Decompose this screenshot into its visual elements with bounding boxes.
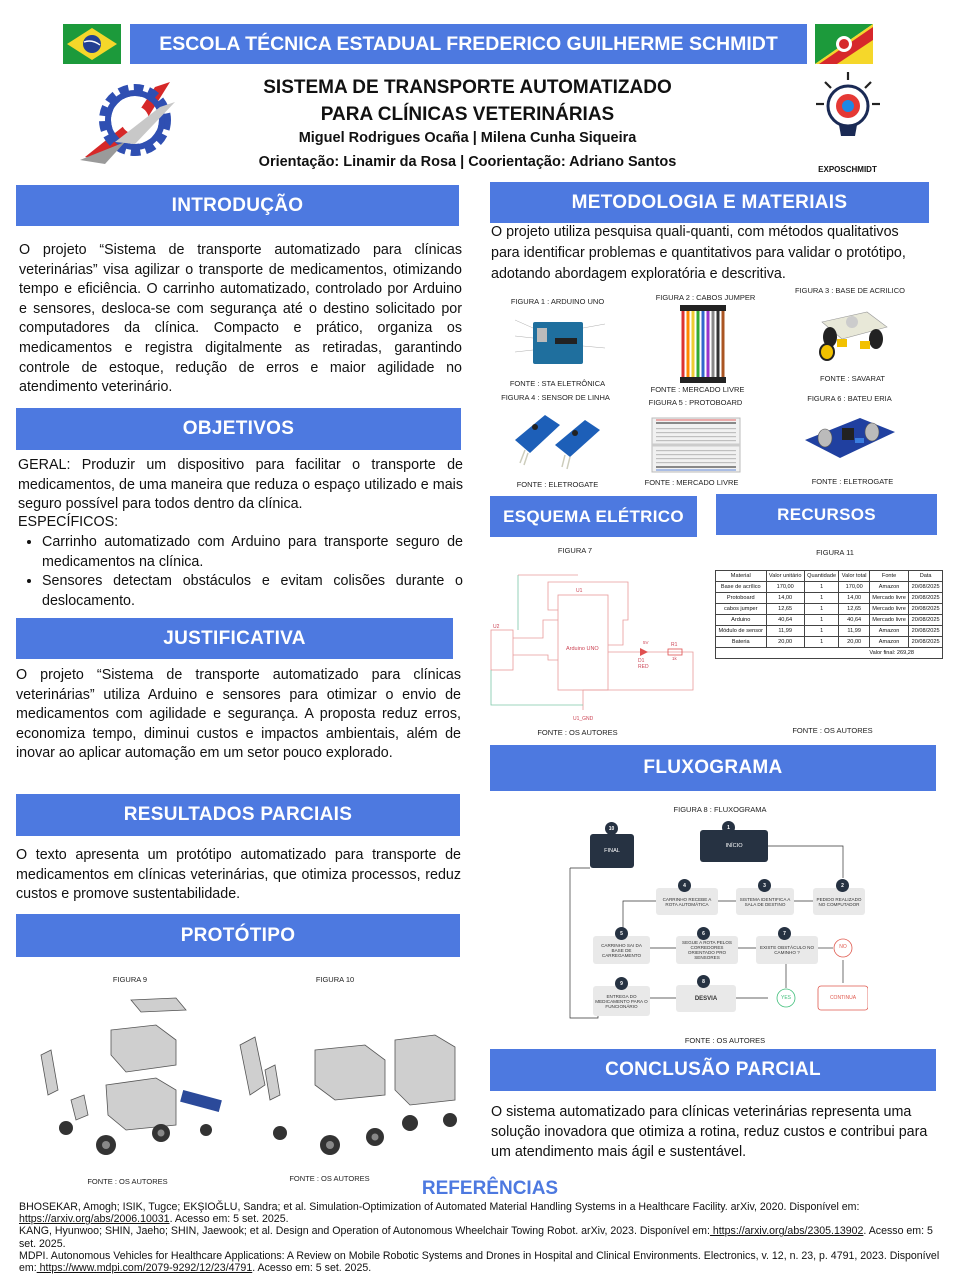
resources-source: FONTE : OS AUTORES (792, 726, 873, 735)
justification-text: O projeto “Sistema de transporte automatizado para clínicas veterinárias” utiliza Arduino e sensores para otimizar o envio de medicamentos com agilidade e segurança. A proposta reduz erros, economiza tempo, diminui custos e impactos ambientais, além de inovar ao aplicar automação em um setor pouco explorado. (16, 667, 461, 762)
reference-text: . Acesso em: 5 set. 2025. (169, 1213, 289, 1226)
table-cell: 20/08/2025 (909, 582, 943, 593)
schematic-label-r1val: 1k (672, 656, 677, 661)
intro-text: O projeto “Sistema de transporte automatizado para clínicas veterinárias” visa agilizar o transporte de medicamentos, otimizando tempo e eficiência. O carrinho automatizado, controlado por Arduino e sensores, desloca-se com segurança até o destino solicitado por computadores da clínica. Compacto e prático, organiza os medicamentos e registra digitalmente as retiradas, garantindo controle de estoque, redução de erros e maior agilidade no atendimento veterinário. (19, 242, 462, 396)
advisors: Orientação: Linamir da Rosa | Coorientação: Adriano Santos (258, 154, 677, 170)
table-cell: 40,64 (839, 615, 869, 626)
methodology-heading: METODOLOGIA E MATERIAIS (490, 182, 929, 223)
fig7-caption: FIGURA 7 (557, 546, 593, 555)
objectives-specific-label: ESPECÍFICOS: (18, 514, 119, 530)
resources-table (715, 570, 943, 659)
fig2-source: FONTE : MERCADO LIVRE (650, 385, 745, 394)
reference-item (19, 1250, 941, 1274)
table-cell: 11,99 (766, 626, 804, 637)
fig11-caption: FIGURA 11 (816, 548, 854, 557)
partial-results-text: O texto apresenta um protótipo automatizado para transporte de medicamentos em clínicas veterinárias, que otimiza processos, reduz custos e promove sustentabilidade. (16, 847, 461, 903)
table-cell: 20/08/2025 (909, 593, 943, 604)
table-cell: Amazon (869, 582, 908, 593)
flow-node-8: DESVIA (676, 985, 736, 1012)
fig3-source: FONTE : SAVARAT (819, 374, 885, 383)
flow-node-3: SISTEMA IDENTIFICA A SALA DE DESTINO (736, 888, 794, 915)
reference-link[interactable]: https://www.mdpi.com/2079-9292/12/23/4791 (36, 1262, 253, 1275)
table-cell: 20/08/2025 (909, 615, 943, 626)
fig1-source: FONTE : STA ELETRÔNICA (509, 379, 606, 388)
references-list (19, 1201, 941, 1274)
table-cell: Mercado livre (869, 604, 908, 615)
reference-text: KANG, Hyunwoo; SHIN, Jaeho; SHIN, Jaewook; et al. Design and Operation of Autonomous Wheelchair Towing Robot. arXiv, 2023. Disponível em: (19, 1225, 710, 1238)
flowchart-heading: FLUXOGRAMA (490, 745, 936, 791)
table-row (716, 637, 943, 648)
partial-results-heading: RESULTADOS PARCIAIS (16, 794, 460, 836)
fig4-caption: FIGURA 4 : SENSOR DE LINHA (501, 393, 610, 402)
flowchart-diagram (568, 818, 868, 1030)
conclusion-heading: CONCLUSÃO PARCIAL (490, 1049, 936, 1091)
table-cell: Amazon (869, 637, 908, 648)
flow-num-4: 4 (678, 879, 691, 892)
prototype-assembled-image (235, 1025, 465, 1170)
table-cell: Base de acrílico (716, 582, 767, 593)
prototype-exploded-image (36, 990, 236, 1170)
expo-logo-icon (813, 70, 883, 150)
flow-num-3: 3 (758, 879, 771, 892)
table-cell: Bateria (716, 637, 767, 648)
list-item: • Carrinho automatizado com Arduino para transporte seguro de medicamentos na clínica. (42, 533, 463, 572)
fig6-source: FONTE : ELETROGATE (811, 477, 894, 486)
fig4-source: FONTE : ELETROGATE (516, 480, 599, 489)
table-cell: Módulo de sensor (716, 626, 767, 637)
table-cell: 11,99 (839, 626, 869, 637)
table-cell: 12,65 (766, 604, 804, 615)
schematic-label-r1: R1 (671, 642, 678, 648)
flow-node-7: EXISTE OBSTÁCULO NO CAMINHO ? (756, 936, 818, 964)
table-total-row (716, 648, 943, 659)
objectives-general: GERAL: Produzir um dispositivo para facilitar o transporte de medicamentos, de uma maneira que reduza o espaço utilizado e mais seguro possível para todos dentro da clínica. (18, 457, 463, 513)
acrylic-base-image (812, 297, 892, 367)
fig5-source: FONTE : MERCADO LIVRE (644, 478, 739, 487)
schematic-label-5v: 5V (643, 640, 649, 645)
table-cell: Mercado livre (869, 593, 908, 604)
expo-label: EXPOSCHMIDT (818, 165, 877, 174)
resources-heading: RECURSOS (716, 494, 937, 535)
fig10-source: FONTE : OS AUTORES (289, 1174, 370, 1183)
table-cell: 1 (804, 582, 839, 593)
schematic-heading: ESQUEMA ELÉTRICO (490, 496, 697, 537)
col-header: Valor total (839, 571, 869, 582)
table-cell: 20,00 (766, 637, 804, 648)
fig9-caption: FIGURA 9 (112, 975, 148, 984)
table-cell: 12,65 (839, 604, 869, 615)
flow-num-6: 6 (697, 927, 710, 940)
table-total: Valor final: 269,28 (716, 648, 943, 659)
table-cell: 1 (804, 593, 839, 604)
schematic-label-red: RED (638, 664, 649, 670)
intro-heading: INTRODUÇÃO (16, 185, 459, 226)
table-cell: 170,00 (839, 582, 869, 593)
reference-link[interactable]: https://arxiv.org/abs/2006.10031 (19, 1213, 170, 1226)
flow-num-1: 1 (722, 821, 735, 834)
table-row (716, 604, 943, 615)
table-cell: 20/08/2025 (909, 626, 943, 637)
conclusion-text: O sistema automatizado para clínicas veterinárias representa uma solução inovadora que otimiza a rotina, reduz custos e contribui para um atendimento mais ágil e sustentável. (491, 1104, 928, 1160)
schematic-source: FONTE : OS AUTORES (537, 728, 618, 737)
col-header: Quantidade (804, 571, 839, 582)
title-line-2: PARA CLÍNICAS VETERINÁRIAS (320, 104, 615, 125)
flow-num-8: 8 (697, 975, 710, 988)
reference-link[interactable]: https://arxiv.org/abs/2305.13902 (709, 1225, 864, 1238)
flow-label-no: NO (839, 944, 847, 950)
table-cell: 14,00 (766, 593, 804, 604)
reference-text: MDPI. Autonomous Vehicles for Healthcare Applications: A Review on Mobile Robotic Systems and Drones in Hospital and Clinical Environments. Electronics, v. 12, n. 23, p. 4791, 2023. Disponível em: (19, 1249, 940, 1275)
table-cell: Protoboard (716, 593, 767, 604)
title-line-1: SISTEMA DE TRANSPORTE AUTOMATIZADO (263, 77, 672, 98)
schematic-label-d1: D1 (638, 658, 645, 664)
table-cell: Arduino (716, 615, 767, 626)
fig9-source: FONTE : OS AUTORES (87, 1177, 168, 1186)
reference-item (19, 1225, 941, 1249)
col-header: Data (909, 571, 943, 582)
fig1-caption: FIGURA 1 : ARDUINO UNO (510, 297, 605, 306)
arduino-image (515, 308, 605, 376)
table-cell: 20/08/2025 (909, 604, 943, 615)
flow-num-7: 7 (778, 927, 791, 940)
reference-text: . Acesso em: 5 set. 2025. (19, 1225, 933, 1250)
table-cell: 170,00 (766, 582, 804, 593)
col-header: Valor unitário (766, 571, 804, 582)
schematic-label-u2: U2 (493, 624, 500, 630)
table-cell: Mercado livre (869, 615, 908, 626)
fig2-caption: FIGURA 2 : CABOS JUMPER (655, 293, 756, 302)
flow-label-yes: YES (780, 995, 791, 1001)
school-banner: ESCOLA TÉCNICA ESTADUAL FREDERICO GUILHERME SCHMIDT (130, 24, 807, 64)
list-item: • Sensores detectam obstáculos e evitam colisões durante o deslocamento. (42, 572, 463, 611)
col-header: Fonte (869, 571, 908, 582)
authors: Miguel Rodrigues Ocaña | Milena Cunha Siqueira (298, 130, 637, 146)
schematic-label-arduino: Arduino UNO (566, 646, 599, 652)
reference-text: . Acesso em: 5 set. 2025. (252, 1262, 372, 1275)
fig10-caption: FIGURA 10 (315, 975, 355, 984)
table-cell: 40,64 (766, 615, 804, 626)
schematic-diagram (488, 560, 703, 725)
justification-heading: JUSTIFICATIVA (16, 618, 453, 659)
table-cell: Amazon (869, 626, 908, 637)
schematic-label-gnd: U1_GND (573, 716, 594, 722)
objectives-heading: OBJETIVOS (16, 408, 461, 450)
flow-node-9: ENTREGA DO MEDICAMENTO PARA O FUNCIONÁRIO (593, 986, 650, 1016)
methodology-text: O projeto utiliza pesquisa quali-quanti, com métodos qualitativos para identificar problemas e quantitativos para validar o protótipo, adotando abordagem exploratória e descritiva. (491, 224, 906, 282)
objectives-specific-list (18, 533, 463, 611)
flow-node-4: CARRINHO RECEBE A ROTA AUTOMÁTICA (656, 888, 718, 915)
flow-node-5: CARRINHO SAI DA BASE DE CARREGAMENTO (593, 936, 650, 964)
battery-module-image (800, 410, 900, 470)
flow-node-2: PEDIDO REALIZADO NO COMPUTADOR (813, 888, 865, 915)
protoboard-image (650, 416, 742, 474)
schematic-label-u1: U1 (576, 588, 583, 594)
prototype-heading: PROTÓTIPO (16, 914, 460, 957)
table-cell: 1 (804, 637, 839, 648)
flow-node-start: INÍCIO (700, 830, 768, 862)
flowchart-source: FONTE : OS AUTORES (684, 1036, 766, 1045)
fig6-caption: FIGURA 6 : BATEU ERIA (807, 394, 892, 403)
table-header-row (716, 571, 943, 582)
rs-flag (815, 24, 873, 64)
table-cell: 14,00 (839, 593, 869, 604)
table-row (716, 582, 943, 593)
flow-label-continua: CONTINUA (829, 995, 857, 1001)
table-row (716, 626, 943, 637)
table-cell: 20,00 (839, 637, 869, 648)
flow-node-final: FINAL (590, 834, 634, 868)
gear-logo-icon (75, 72, 190, 167)
fig8-caption: FIGURA 8 : FLUXOGRAMA (673, 805, 767, 814)
fig3-caption: FIGURA 3 : BASE DE ACRILICO (794, 286, 906, 295)
table-cell: cabos jumper (716, 604, 767, 615)
fig5-caption: FIGURA 5 : PROTOBOARD (648, 398, 743, 407)
flow-num-5: 5 (615, 927, 628, 940)
brazil-flag (63, 24, 121, 64)
reference-item (19, 1201, 941, 1225)
table-cell: 1 (804, 626, 839, 637)
table-cell: 20/08/2025 (909, 637, 943, 648)
table-cell: 1 (804, 604, 839, 615)
table-row (716, 615, 943, 626)
flow-num-10: 10 (605, 822, 618, 835)
table-row (716, 593, 943, 604)
table-cell: 1 (804, 615, 839, 626)
flow-num-9: 9 (615, 977, 628, 990)
flow-num-2: 2 (836, 879, 849, 892)
flow-node-6: SEGUE A ROTA PELOS CORREDORES ORIENTADO PRO SENSORES (676, 936, 738, 964)
line-sensor-image (510, 405, 610, 470)
reference-text: BHOSEKAR, Amogh; ISIK, Tugce; EKŞIOĞLU, Sandra; et al. Simulation-Optimization of Automated Material Handling Systems in a Healthcare Facility. arXiv, 2020. Disponível em: (19, 1201, 860, 1213)
jumper-cables-image (675, 305, 730, 383)
col-header: Material (716, 571, 767, 582)
references-heading: REFERÊNCIAS (421, 1178, 559, 1199)
